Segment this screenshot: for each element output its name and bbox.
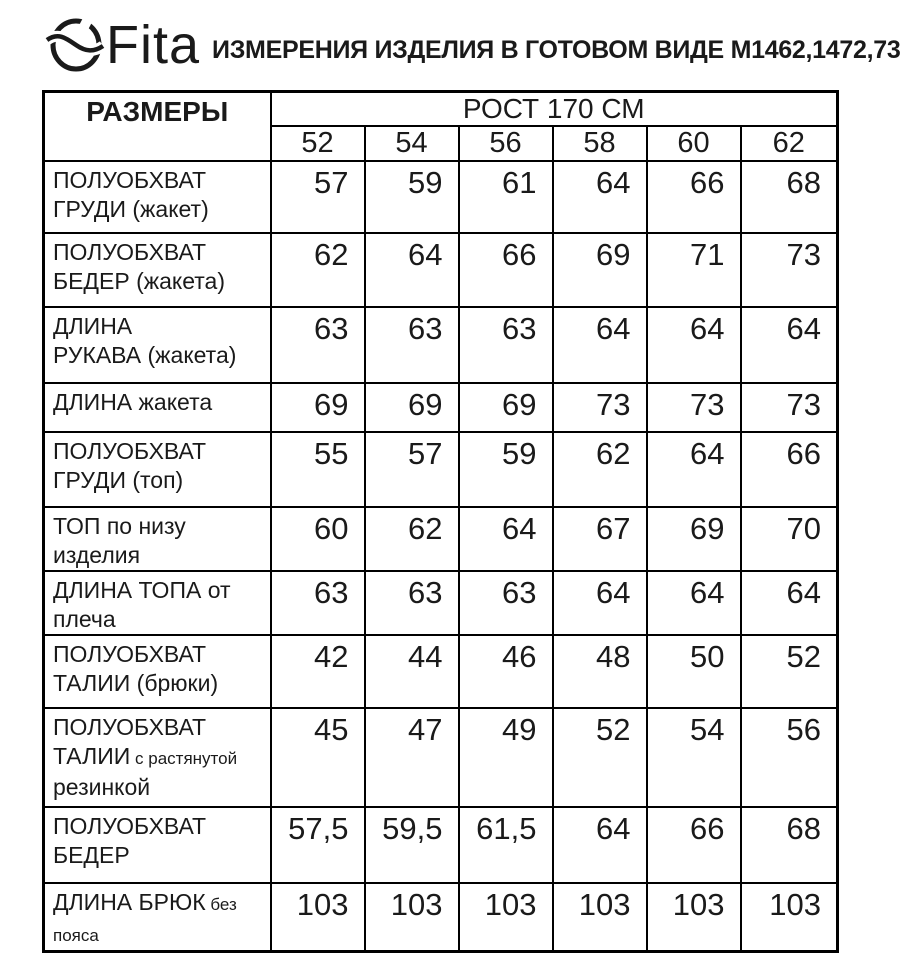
table-row xyxy=(44,635,838,708)
value-cell: 46 xyxy=(459,635,553,708)
value-cell: 54 xyxy=(647,708,741,807)
value-cell: 64 xyxy=(647,571,741,635)
row-label xyxy=(44,383,271,432)
row-label xyxy=(44,507,271,571)
value-cell: 68 xyxy=(741,161,838,233)
brand-name: Fita xyxy=(106,15,201,75)
row-label-text: пояса xyxy=(53,926,99,945)
value-cell: 64 xyxy=(741,571,838,635)
row-label-text: ДЛИНА xyxy=(53,313,133,339)
fita-logo xyxy=(48,15,201,75)
value-cell: 45 xyxy=(271,708,365,807)
value-cell: 64 xyxy=(741,307,838,383)
size-column-header: 52 xyxy=(271,126,365,161)
row-label-text: ТОП по низу xyxy=(53,513,186,539)
value-cell: 52 xyxy=(741,635,838,708)
table-row xyxy=(44,307,838,383)
size-column-header: 54 xyxy=(365,126,459,161)
size-column-header: 60 xyxy=(647,126,741,161)
table-row xyxy=(44,807,838,883)
table-row xyxy=(44,708,838,807)
row-label xyxy=(44,807,271,883)
value-cell: 69 xyxy=(271,383,365,432)
row-label-text: ДЛИНА БРЮК xyxy=(53,889,206,915)
value-cell: 60 xyxy=(271,507,365,571)
value-cell: 73 xyxy=(741,383,838,432)
height-170-header: РОСТ 170 СМ xyxy=(271,92,838,127)
value-cell: 64 xyxy=(365,233,459,307)
row-label-text: ТАЛИИ (брюки) xyxy=(53,670,219,696)
row-label-text: ПОЛУОБХВАТ xyxy=(53,167,207,193)
value-cell: 69 xyxy=(647,507,741,571)
value-cell: 62 xyxy=(365,507,459,571)
value-cell: 68 xyxy=(741,807,838,883)
row-label-text: ПОЛУОБХВАТ xyxy=(53,714,207,740)
header-row-top xyxy=(44,92,838,127)
value-cell: 103 xyxy=(741,883,838,952)
size-column-header: 58 xyxy=(553,126,647,161)
row-label xyxy=(44,432,271,507)
row-label xyxy=(44,708,271,807)
row-label xyxy=(44,635,271,708)
value-cell: 67 xyxy=(553,507,647,571)
value-cell: 63 xyxy=(459,571,553,635)
value-cell: 49 xyxy=(459,708,553,807)
value-cell: 48 xyxy=(553,635,647,708)
row-label xyxy=(44,233,271,307)
value-cell: 57 xyxy=(365,432,459,507)
size-table xyxy=(42,90,839,953)
row-label-text: изделия xyxy=(53,542,141,568)
value-cell: 63 xyxy=(271,571,365,635)
value-cell: 70 xyxy=(741,507,838,571)
value-cell: 63 xyxy=(365,307,459,383)
value-cell: 61 xyxy=(459,161,553,233)
value-cell: 69 xyxy=(365,383,459,432)
row-label xyxy=(44,883,271,952)
value-cell: 44 xyxy=(365,635,459,708)
table-row xyxy=(44,883,838,952)
row-label xyxy=(44,307,271,383)
value-cell: 66 xyxy=(647,161,741,233)
row-label-text: ПОЛУОБХВАТ xyxy=(53,813,207,839)
value-cell: 103 xyxy=(271,883,365,952)
value-cell: 73 xyxy=(741,233,838,307)
value-cell: 63 xyxy=(365,571,459,635)
size-column-header: 62 xyxy=(741,126,838,161)
value-cell: 62 xyxy=(553,432,647,507)
row-label-text: резинкой xyxy=(53,774,151,800)
value-cell: 64 xyxy=(647,307,741,383)
row-label xyxy=(44,571,271,635)
sizes-corner-header: РАЗМЕРЫ xyxy=(44,92,271,162)
value-cell: 47 xyxy=(365,708,459,807)
row-label-text: РУКАВА (жакета) xyxy=(53,342,237,368)
value-cell: 59 xyxy=(459,432,553,507)
value-cell: 56 xyxy=(741,708,838,807)
row-label-text: ПОЛУОБХВАТ xyxy=(53,641,207,667)
table-row xyxy=(44,571,838,635)
value-cell: 103 xyxy=(365,883,459,952)
value-cell: 59,5 xyxy=(365,807,459,883)
row-label-text: без xyxy=(205,895,237,914)
value-cell: 103 xyxy=(459,883,553,952)
row-label-text: ДЛИНА жакета xyxy=(53,389,213,415)
value-cell: 73 xyxy=(647,383,741,432)
value-cell: 64 xyxy=(553,307,647,383)
value-cell: 66 xyxy=(741,432,838,507)
table-row xyxy=(44,233,838,307)
value-cell: 57 xyxy=(271,161,365,233)
value-cell: 63 xyxy=(271,307,365,383)
row-label-text: БЕДЕР (жакета) xyxy=(53,268,225,294)
row-label-text: ГРУДИ (жакет) xyxy=(53,196,209,222)
value-cell: 66 xyxy=(647,807,741,883)
value-cell: 52 xyxy=(553,708,647,807)
value-cell: 64 xyxy=(647,432,741,507)
row-label-text: БЕДЕР xyxy=(53,842,130,868)
page-title: ИЗМЕРЕНИЯ ИЗДЕЛИЯ В ГОТОВОМ ВИДЕ М1462,1472,73 xyxy=(212,36,900,64)
value-cell: 63 xyxy=(459,307,553,383)
table-row xyxy=(44,432,838,507)
value-cell: 59 xyxy=(365,161,459,233)
table-row xyxy=(44,161,838,233)
value-cell: 57,5 xyxy=(271,807,365,883)
value-cell: 64 xyxy=(459,507,553,571)
value-cell: 71 xyxy=(647,233,741,307)
row-label-text: ГРУДИ (топ) xyxy=(53,467,184,493)
row-label-text: плеча xyxy=(53,606,116,632)
row-label-text: ПОЛУОБХВАТ xyxy=(53,438,207,464)
table-row xyxy=(44,507,838,571)
value-cell: 66 xyxy=(459,233,553,307)
value-cell: 103 xyxy=(647,883,741,952)
value-cell: 61,5 xyxy=(459,807,553,883)
value-cell: 69 xyxy=(553,233,647,307)
value-cell: 62 xyxy=(271,233,365,307)
row-label xyxy=(44,161,271,233)
row-label-text: ПОЛУОБХВАТ xyxy=(53,239,207,265)
value-cell: 64 xyxy=(553,571,647,635)
row-label-text: ДЛИНА ТОПА от xyxy=(53,577,231,603)
value-cell: 103 xyxy=(553,883,647,952)
value-cell: 73 xyxy=(553,383,647,432)
value-cell: 69 xyxy=(459,383,553,432)
value-cell: 64 xyxy=(553,807,647,883)
value-cell: 64 xyxy=(553,161,647,233)
header xyxy=(48,15,900,75)
value-cell: 55 xyxy=(271,432,365,507)
row-label-text: с растянутой xyxy=(130,749,238,768)
size-column-header: 56 xyxy=(459,126,553,161)
value-cell: 42 xyxy=(271,635,365,708)
row-label-text: ТАЛИИ xyxy=(53,743,131,769)
table-row xyxy=(44,383,838,432)
value-cell: 50 xyxy=(647,635,741,708)
fita-oval-wave-icon xyxy=(48,18,102,70)
